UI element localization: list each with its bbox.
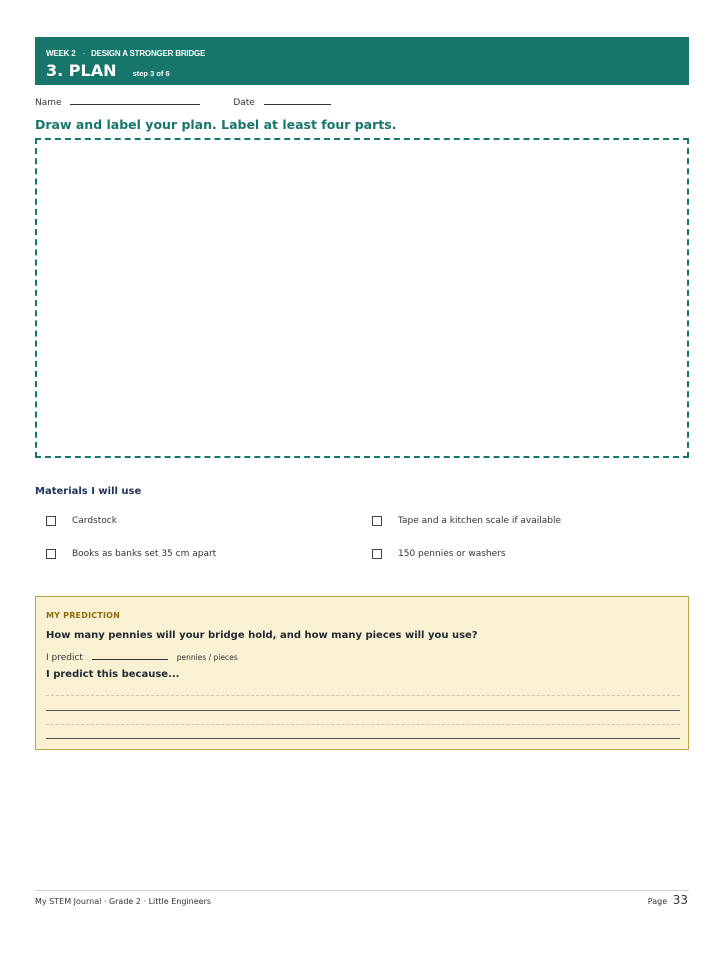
writing-line[interactable] [46, 710, 680, 711]
unit-title: DESIGN A STRONGER BRIDGE [91, 49, 206, 58]
materials-heading: Materials I will use [35, 486, 142, 497]
writing-line-guide[interactable] [46, 695, 680, 696]
material-checkbox[interactable] [372, 516, 382, 526]
prediction-question: How many pennies will your bridge hold, and how many pieces will you use? [46, 630, 478, 641]
name-field[interactable] [70, 95, 200, 105]
footer-divider [35, 890, 689, 891]
material-checkbox[interactable] [46, 549, 56, 559]
prediction-box [35, 596, 689, 750]
writing-line-guide[interactable] [46, 724, 680, 725]
material-checkbox[interactable] [46, 516, 56, 526]
material-item [372, 549, 506, 559]
footer-text: My STEM Journal · Grade 2 · Little Engineers [35, 897, 212, 906]
because-label: I predict this because... [46, 669, 180, 680]
predict-label: I predict [46, 653, 83, 663]
predict-field[interactable] [92, 650, 168, 660]
material-item [46, 516, 117, 526]
date-label: Date [233, 98, 255, 108]
material-item [46, 549, 216, 559]
unit-kicker [46, 49, 205, 58]
page-number: 33 [672, 893, 688, 907]
material-label: Cardstock [72, 516, 117, 526]
name-label: Name [35, 98, 62, 108]
drawing-instruction: Draw and label your plan. Label at least four parts. [35, 117, 397, 132]
date-field[interactable] [264, 95, 331, 105]
kicker-separator: · [82, 49, 85, 58]
writing-line[interactable] [46, 738, 680, 739]
name-date-row [35, 95, 331, 108]
material-item [372, 516, 561, 526]
title-row [46, 61, 170, 80]
page-label: Page [647, 897, 668, 906]
week-label: WEEK 2 [46, 49, 76, 58]
predict-unit: pennies / pieces [176, 653, 238, 662]
material-label: Books as banks set 35 cm apart [72, 549, 217, 559]
material-label: 150 pennies or washers [398, 549, 506, 559]
page-header [35, 37, 689, 85]
page-title: 3. PLAN [46, 61, 117, 80]
material-label: Tape and a kitchen scale if available [398, 516, 562, 526]
page-number-block [648, 893, 688, 907]
prediction-kicker: MY PREDICTION [46, 611, 121, 620]
predict-row [46, 650, 238, 663]
material-checkbox[interactable] [372, 549, 382, 559]
step-indicator: step 3 of 6 [132, 69, 170, 78]
drawing-area[interactable] [35, 138, 689, 458]
